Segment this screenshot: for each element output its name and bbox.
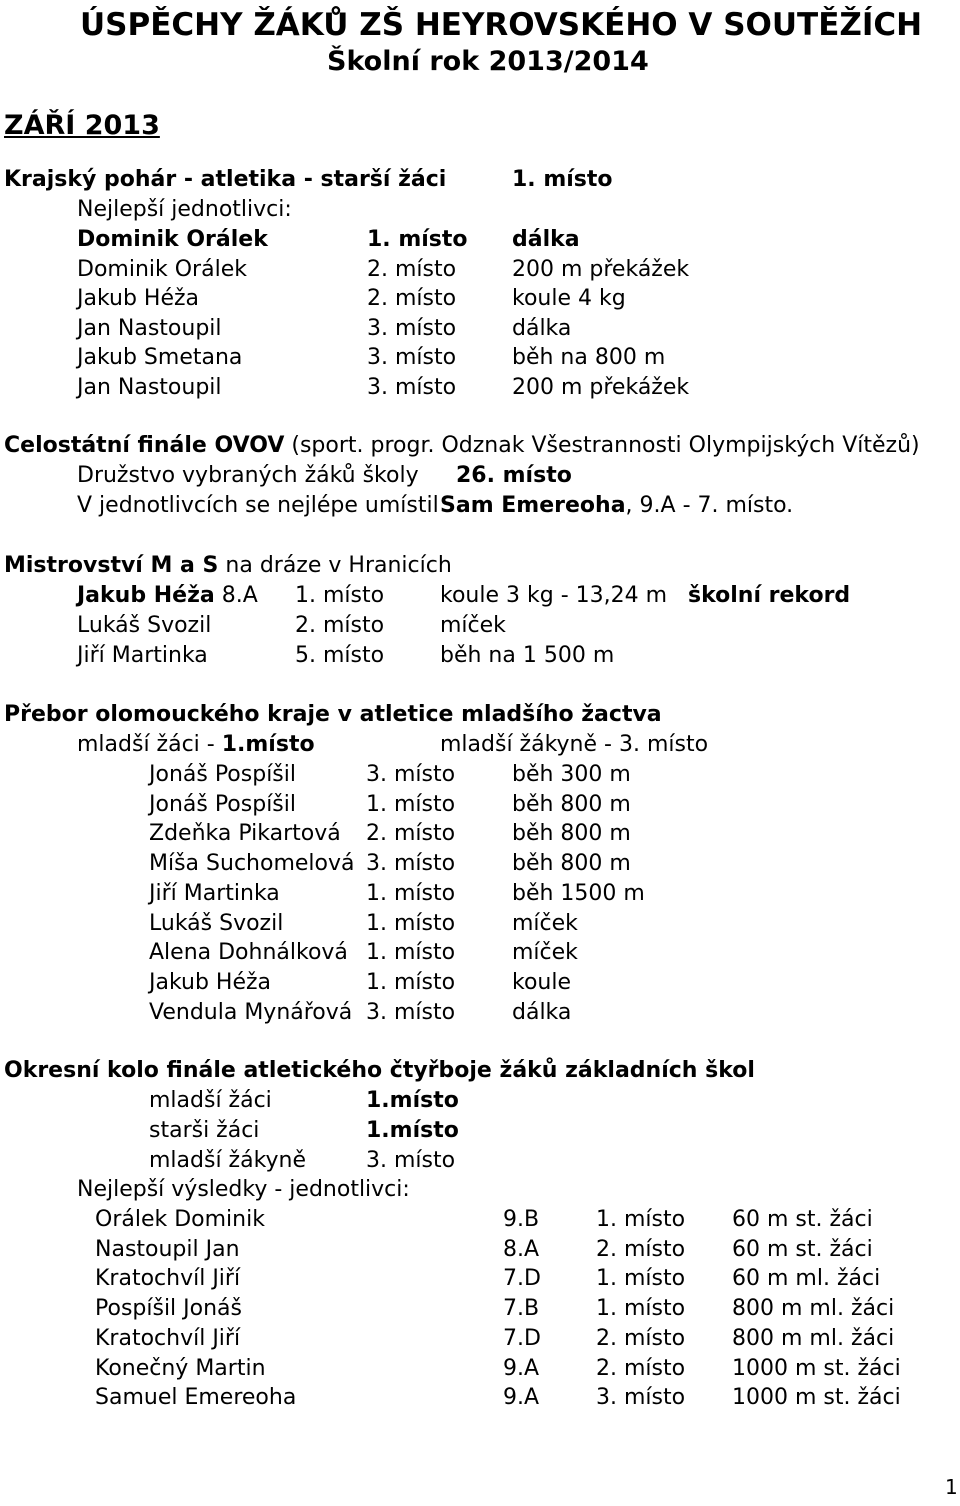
result-place: 1. místo [295,583,385,608]
result-name: Alena Dohnálková [149,940,348,966]
result-name: Konečný Martin [95,1355,266,1381]
result-class: 7.B [503,1296,540,1322]
result-place: 1. místo [366,880,456,906]
result-event: 200 m překážek [512,375,690,400]
result-name: Samuel Emereoha [95,1385,297,1411]
result-place: 1. místo [366,969,456,995]
result-name: Kratochvíl Jiří [95,1325,241,1351]
result-event: koule [512,969,572,995]
result-event: 800 m ml. žáci [732,1296,895,1322]
result-event: 200 m překážek [512,256,690,282]
result-name: Nastoupil Jan [95,1236,240,1262]
result-event: míček [440,613,506,638]
result-place: 5. místo [295,643,385,668]
result-event: běh na 1 500 m [440,643,615,668]
result-event: míček [512,940,578,966]
team-place: 3. místo [366,1148,456,1173]
result-place: 3. místo [367,375,457,400]
result-event: koule 3 kg - 13,24 m [440,583,668,608]
team-place: 1.místo [366,1088,459,1113]
result-name: Kratochvíl Jiří [95,1266,241,1292]
result-event: běh 1500 m [512,880,645,906]
result-note: školní rekord [688,583,851,608]
ovov-indiv-result [440,491,793,521]
result-name: Orálek Dominik [95,1207,265,1232]
result-place: 3. místo [366,851,456,877]
team-label: starši žáci [149,1118,260,1143]
result-place: 1. místo [596,1266,686,1292]
result-place: 2. místo [295,613,385,638]
result-name: Jiří Martinka [149,880,280,906]
result-name: Vendula Mynářová [149,999,353,1025]
ovov-indiv-label: V jednotlivcích se nejlépe umístil [77,493,439,518]
result-place: 2. místo [367,256,457,282]
result-event: 60 m st. žáci [732,1207,873,1232]
krajsky-team-place: 1. místo [512,167,613,192]
ovov-heading-line [4,431,920,461]
krajsky-heading: Krajský pohár - atletika - starší žáci [4,167,447,192]
result-event: 60 m ml. žáci [732,1266,881,1292]
result-place: 2. místo [367,286,457,312]
result-name: Zdeňka Pikartová [149,821,341,847]
result-place: 2. místo [596,1236,686,1262]
result-name-cell [77,611,211,641]
result-class: 9.A [503,1385,540,1411]
result-name: Jakub Héža [77,286,200,312]
result-class: 7.D [503,1266,541,1292]
result-class: 7.D [503,1325,541,1351]
result-event: 60 m st. žáci [732,1236,873,1262]
result-place: 3. místo [366,762,456,787]
result-event: 1000 m st. žáci [732,1355,901,1381]
prebor-heading: Přebor olomouckého kraje v atletice mladšího žactva [4,702,662,727]
mistrovstvi-heading-line [4,551,452,581]
result-name: Dominik Orálek [77,227,268,252]
page-number: 1 [945,1475,958,1499]
prebor-boys-label: mladší žáci - [77,732,222,757]
team-place: 1.místo [366,1118,459,1143]
okresni-heading: Okresní kolo finále atletického čtyřboje žáků základních škol [4,1058,755,1083]
result-name: Jan Nastoupil [77,315,222,341]
result-event: dálka [512,315,572,341]
result-place: 1. místo [366,791,456,817]
result-place: 1. místo [366,940,456,966]
result-name-cell [77,641,208,671]
result-name: Jakub Héža [149,969,272,995]
result-place: 2. místo [596,1325,686,1351]
result-name: Jonáš Pospíšil [149,791,296,817]
prebor-boys [77,730,315,760]
mistrovstvi-heading: Mistrovství M a S [4,553,219,578]
school-year: Školní rok 2013/2014 [327,46,649,77]
result-place: 3. místo [596,1385,686,1411]
result-place: 3. místo [367,315,457,341]
ovov-team-place: 26. místo [456,463,572,488]
result-name: Jonáš Pospíšil [149,762,296,787]
result-place: 3. místo [367,345,457,371]
result-event: míček [512,910,578,936]
okresni-best-label: Nejlepší výsledky - jednotlivci: [77,1177,410,1202]
result-place: 2. místo [366,821,456,847]
result-name: Jakub Héža [77,583,215,608]
result-place: 1. místo [366,910,456,936]
result-name: Pospíšil Jonáš [95,1296,242,1322]
result-class: 8.A [214,583,258,608]
result-event: běh 800 m [512,821,631,847]
team-label: mladší žákyně [149,1148,307,1173]
result-name: Dominik Orálek [77,256,247,282]
result-place: 3. místo [366,999,456,1025]
prebor-girls: mladší žákyně - 3. místo [440,732,709,757]
result-event: běh 800 m [512,791,631,817]
ovov-heading-rest: (sport. progr. Odznak Všestrannosti Olympijských Vítězů) [284,433,920,458]
ovov-indiv-rest: , 9.A - 7. místo. [625,493,794,518]
mistrovstvi-heading-rest: na dráze v Hranicích [218,553,452,578]
page-title: ÚSPĚCHY ŽÁKŮ ZŠ HEYROVSKÉHO V SOUTĚŽÍCH [80,7,923,43]
result-class: 9.A [503,1355,540,1381]
result-class: 8.A [503,1236,540,1262]
result-event: koule 4 kg [512,286,626,312]
result-place: 1. místo [367,227,468,252]
result-name: Míša Suchomelová [149,851,355,877]
result-name: Jan Nastoupil [77,375,222,400]
result-place: 1. místo [596,1296,686,1322]
result-event: 1000 m st. žáci [732,1385,901,1411]
result-place: 1. místo [596,1207,686,1232]
result-name: Jakub Smetana [77,345,243,371]
result-event: dálka [512,227,580,252]
month-heading: ZÁŘÍ 2013 [4,110,160,141]
result-event: běh 800 m [512,851,631,877]
prebor-boys-place: 1.místo [221,732,315,757]
result-event: běh 300 m [512,762,631,787]
result-class: 9.B [503,1207,540,1232]
result-event: dálka [512,999,572,1025]
result-place: 2. místo [596,1355,686,1381]
ovov-indiv-name: Sam Emereoha [440,493,626,518]
result-name: Jiří Martinka [77,643,208,668]
team-label: mladší žáci [149,1088,272,1113]
krajsky-best-label: Nejlepší jednotlivci: [77,197,292,222]
ovov-team-label: Družstvo vybraných žáků školy [77,463,419,488]
result-event: běh na 800 m [512,345,666,371]
result-name-cell [77,581,258,611]
ovov-heading: Celostátní finále OVOV [4,433,285,458]
result-event: 800 m ml. žáci [732,1325,895,1351]
result-name: Lukáš Svozil [149,910,284,936]
result-name: Lukáš Svozil [77,613,212,638]
